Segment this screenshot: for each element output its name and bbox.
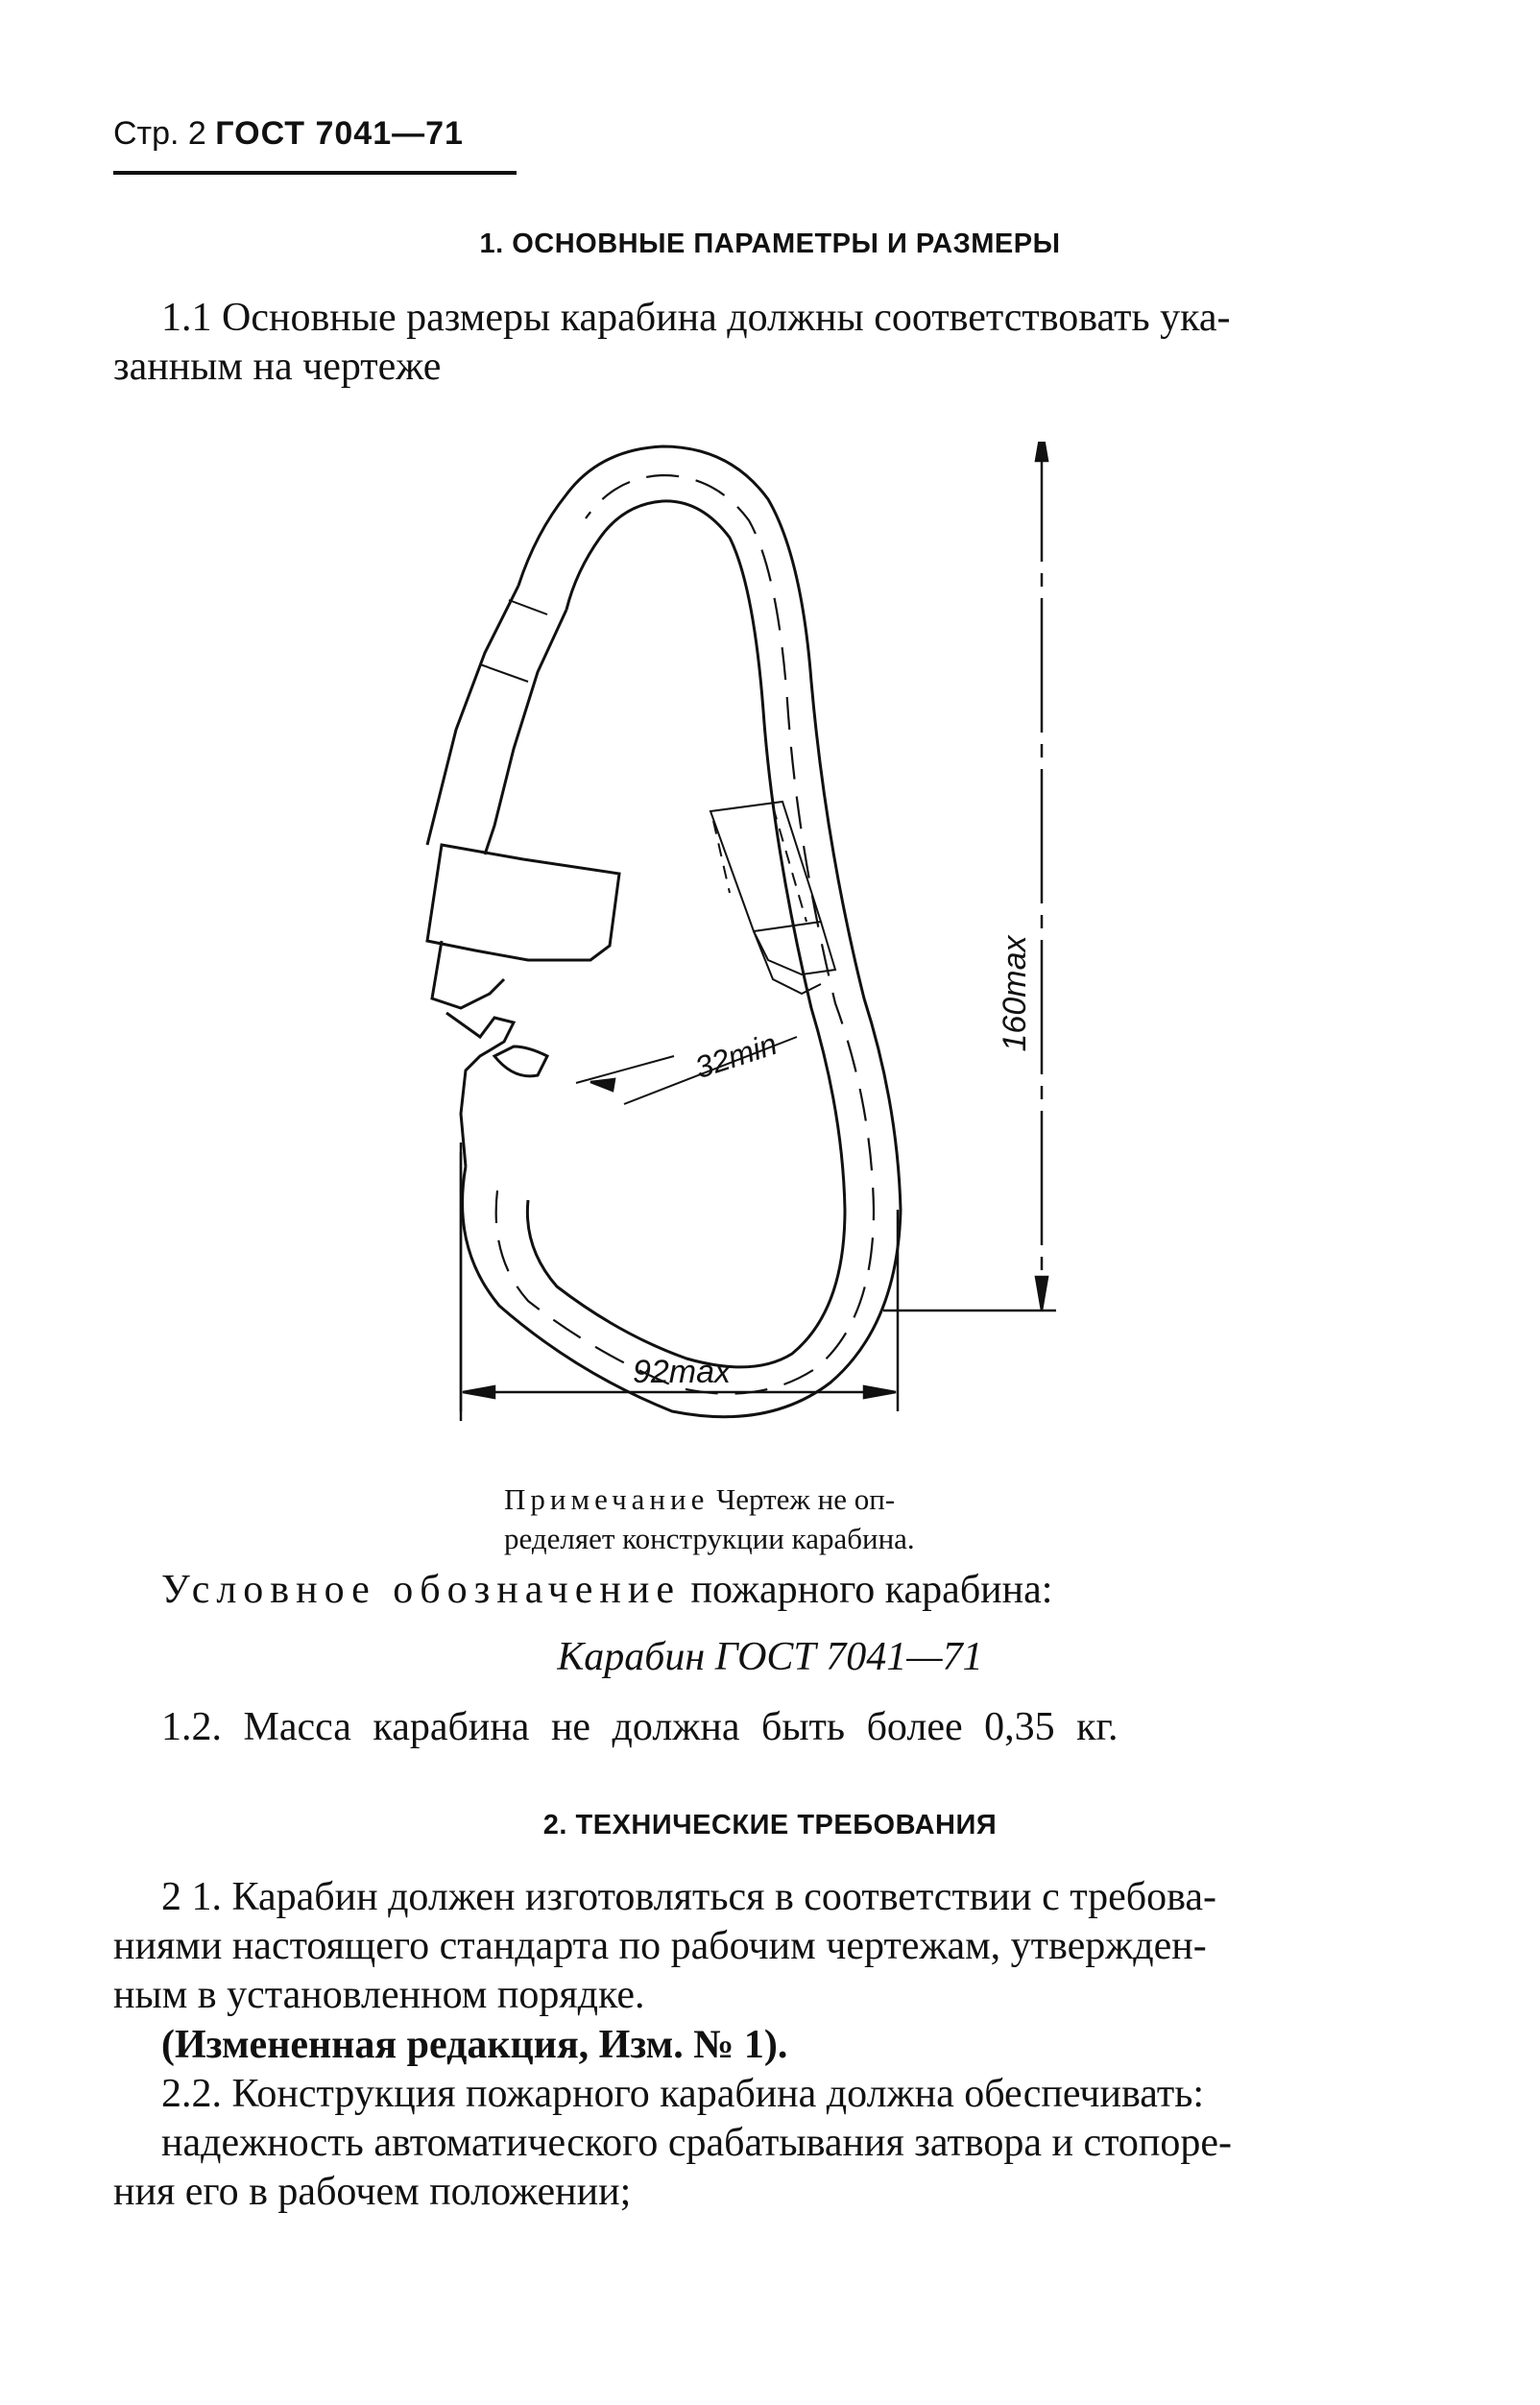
amendment-note: (Измененная редакция, Изм. № 1). — [161, 2023, 788, 2067]
designation-example: Карабин ГОСТ 7041—71 — [557, 1635, 983, 1679]
paragraph-2-1-line3: ным в установленном порядке. — [113, 1973, 645, 2017]
page-header — [113, 115, 464, 153]
note-line1: Чертеж не оп- — [716, 1482, 896, 1516]
page-number: Стр. 2 — [113, 115, 206, 152]
dimension-height-label: 160max — [997, 935, 1033, 1052]
paragraph-1-1-line1: 1.1 Основные размеры карабина должны соответствовать ука- — [161, 296, 1231, 340]
designation-prefix: Условное обозначение — [161, 1568, 682, 1612]
note-line2: ределяет конструкции карабина. — [504, 1522, 915, 1555]
header-rule — [113, 171, 517, 175]
section-1-title: 1. ОСНОВНЫЕ ПАРАМЕТРЫ И РАЗМЕРЫ — [479, 228, 1061, 259]
paragraph-2-2-line3: ния его в рабочем положении; — [113, 2170, 632, 2214]
dimension-width-label: 92max — [632, 1354, 732, 1390]
section-2-title: 2. ТЕХНИЧЕСКИЕ ТРЕБОВАНИЯ — [542, 1810, 998, 1840]
paragraph-2-2-line2: надежность автоматического срабатывания затвора и стопоре- — [161, 2121, 1233, 2165]
paragraph-1-1-line2: занным на чертеже — [113, 345, 442, 389]
standard-code: ГОСТ 7041—71 — [215, 115, 464, 152]
designation-rest: пожарного карабина: — [690, 1568, 1053, 1612]
paragraph-1-2: 1.2. Масса карабина не должна быть более 0,35 кг. — [161, 1705, 1119, 1749]
paragraph-2-1-line2: ниями настоящего стандарта по рабочим чертежам, утвержден- — [113, 1924, 1207, 1968]
designation-line — [161, 1565, 1448, 1616]
drawing-note — [504, 1480, 1042, 1519]
carabiner-drawing — [422, 442, 1095, 1431]
dimension-opening-label: 32min — [690, 1025, 782, 1086]
note-label: Примечание — [504, 1482, 710, 1516]
paragraph-2-2: 2.2. Конструкция пожарного карабина должна обеспечивать: — [161, 2072, 1205, 2116]
paragraph-2-1-line1: 2 1. Карабин должен изготовляться в соответствии с требова- — [161, 1875, 1217, 1919]
